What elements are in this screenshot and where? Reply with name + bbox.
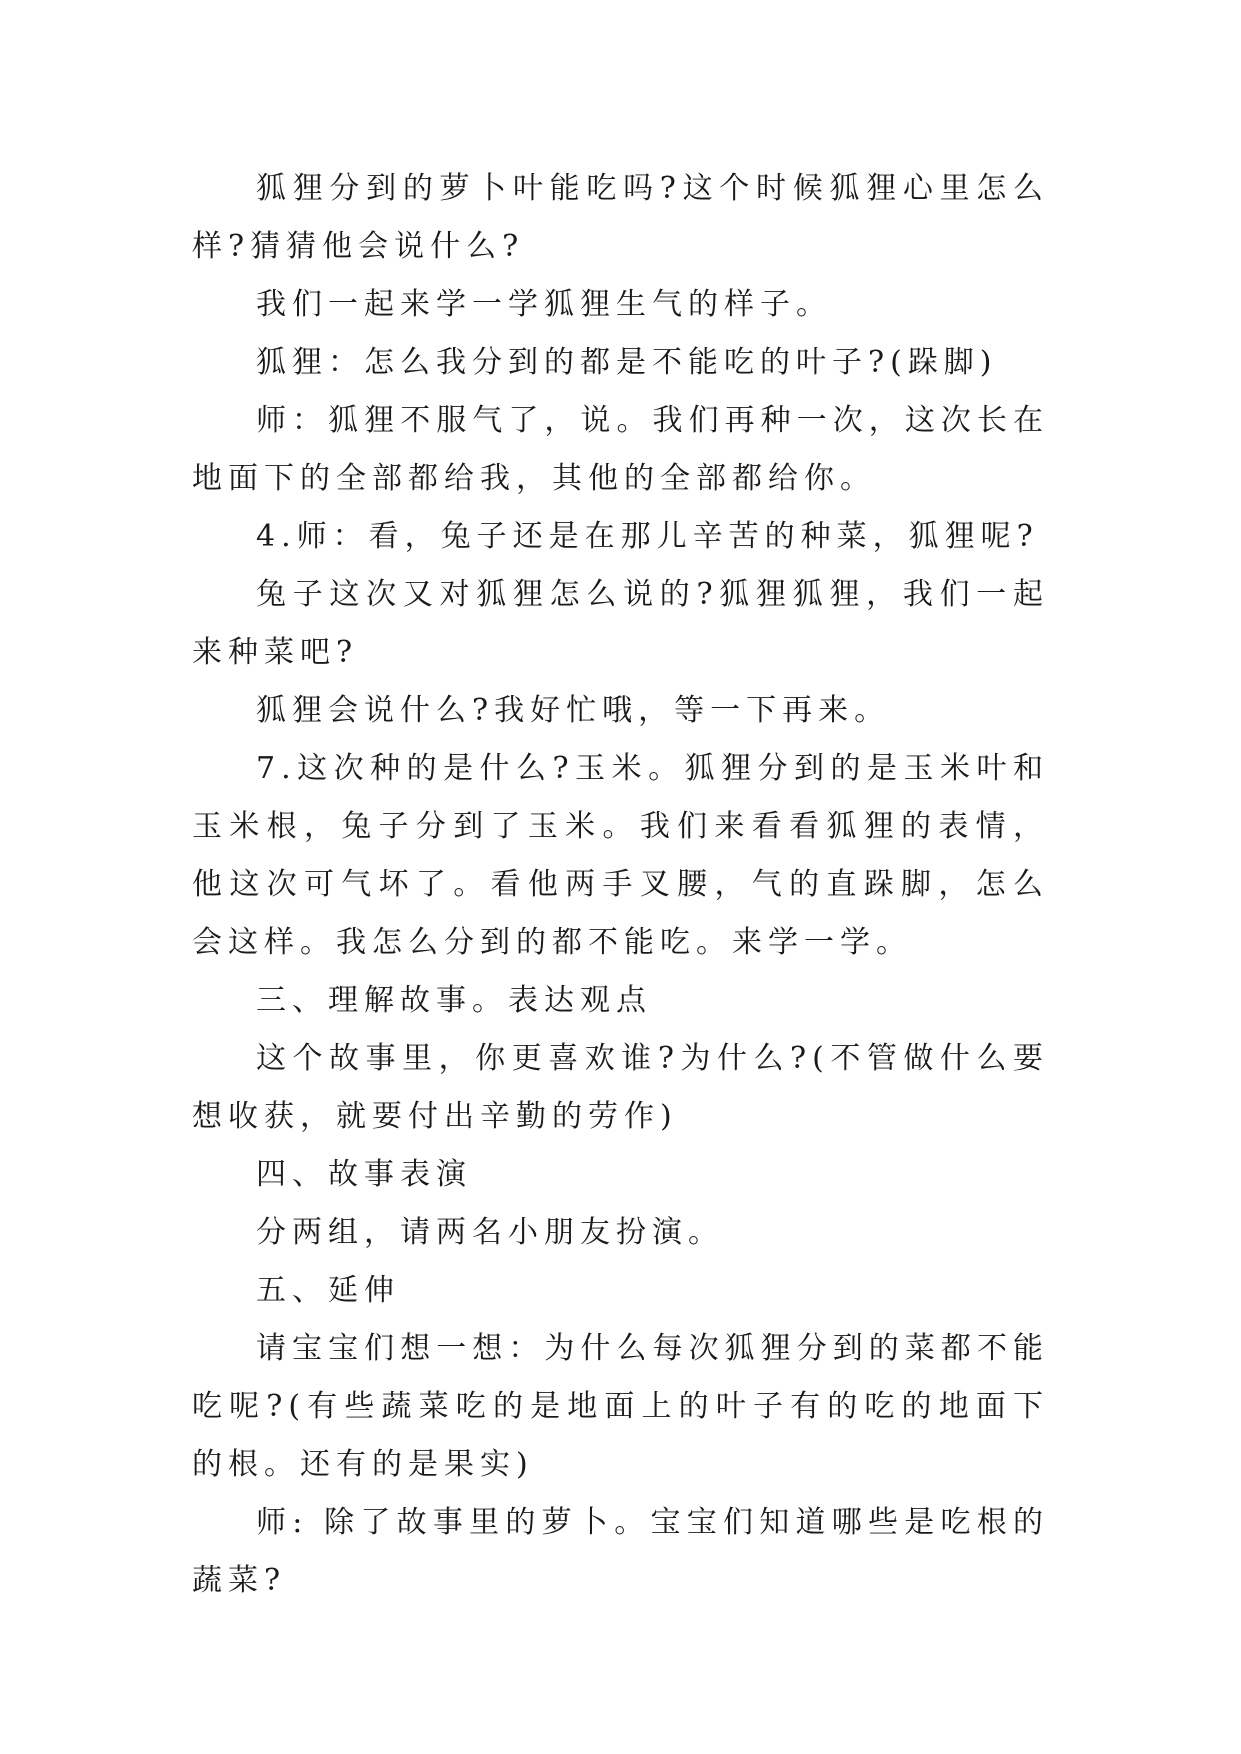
- section-heading: 四、故事表演: [256, 1157, 472, 1192]
- paragraph: 7.这次种的是什么?玉米。狐狸分到的是玉米叶和玉米根，兔子分到了玉米。我们来看看狐狸的表情，他这次可气坏了。看他两手叉腰，气的直跺脚，怎么会这样。我怎么分到的都不能吃。来学一学。: [192, 751, 1049, 960]
- paragraph: 4.师：看，兔子还是在那儿辛苦的种菜，狐狸呢?: [256, 519, 1039, 554]
- paragraph: 师：狐狸不服气了，说。我们再种一次，这次长在地面下的全部都给我，其他的全部都给你。: [192, 403, 1049, 496]
- paragraph: 狐狸分到的萝卜叶能吃吗?这个时候狐狸心里怎么样?猜猜他会说什么?: [192, 171, 1049, 264]
- paragraph: 狐狸：怎么我分到的都是不能吃的叶子?(跺脚): [256, 345, 998, 380]
- paragraph: 分两组，请两名小朋友扮演。: [256, 1215, 724, 1250]
- paragraph: 这个故事里，你更喜欢谁?为什么?(不管做什么要想收获，就要付出辛勤的劳作): [192, 1041, 1049, 1134]
- paragraph: 我们一起来学一学狐狸生气的样子。: [256, 287, 832, 322]
- paragraph: 兔子这次又对狐狸怎么说的?狐狸狐狸，我们一起来种菜吧?: [192, 577, 1049, 670]
- paragraph: 请宝宝们想一想：为什么每次狐狸分到的菜都不能吃呢?(有些蔬菜吃的是地面上的叶子有的吃的地面下的根。还有的是果实): [192, 1331, 1049, 1482]
- section-heading: 五、延伸: [256, 1273, 400, 1308]
- section-heading: 三、理解故事。表达观点: [256, 983, 652, 1018]
- paragraph: 师: 除了故事里的萝卜。宝宝们知道哪些是吃根的蔬菜?: [192, 1505, 1049, 1598]
- paragraph: 狐狸会说什么?我好忙哦，等一下再来。: [256, 693, 891, 728]
- document-body: [192, 160, 1049, 1610]
